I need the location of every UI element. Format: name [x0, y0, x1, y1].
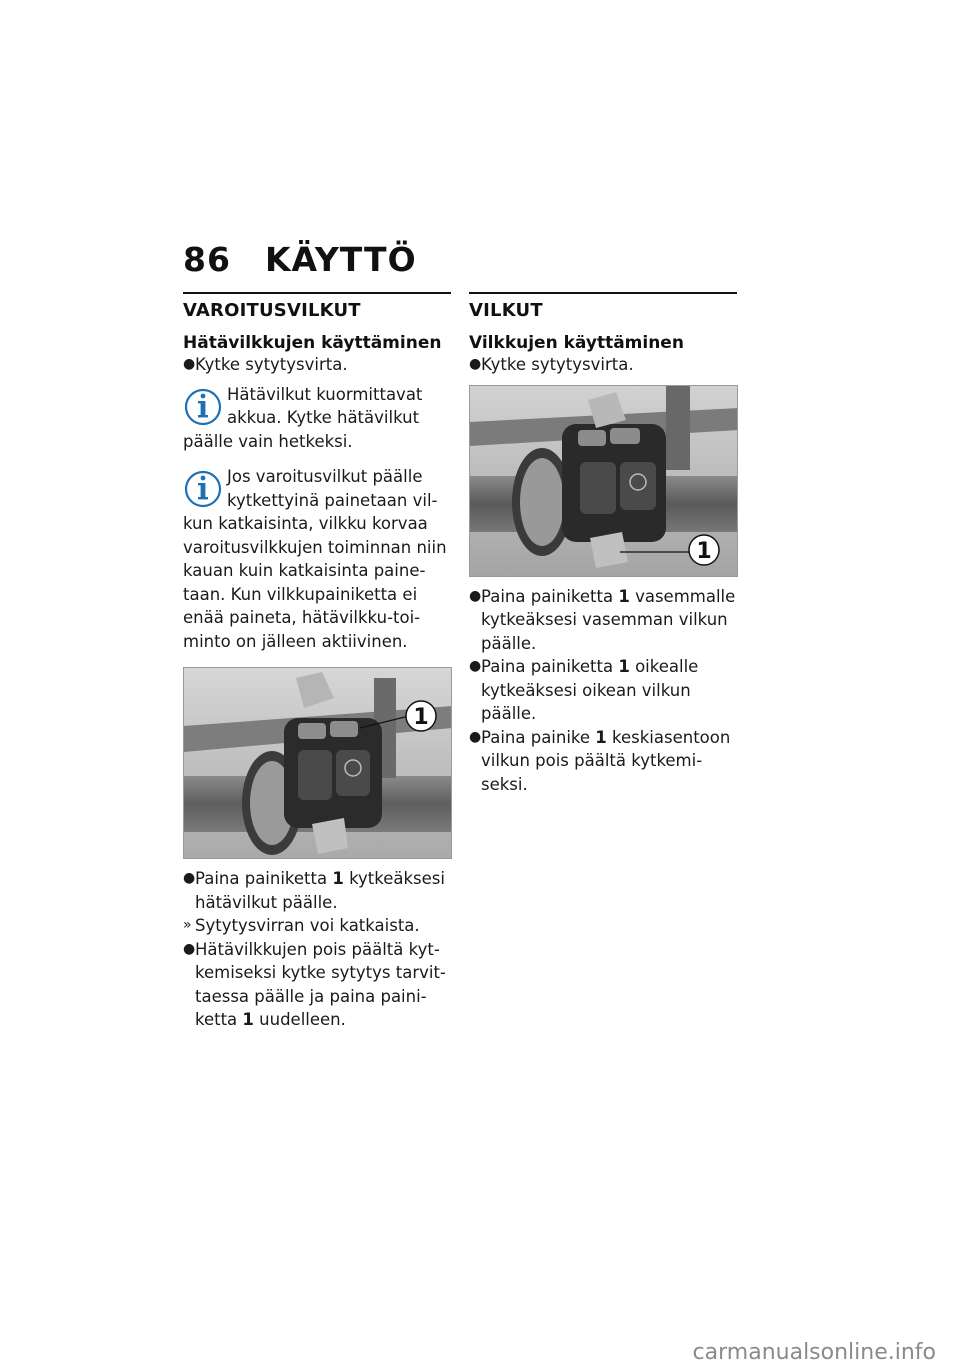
step-text: Paina painiketta 1 oikealle kytkeäksesi oikean vilkun päälle. [481, 657, 699, 723]
page-title: KÄYTTÖ [264, 240, 417, 279]
step-text: Paina painiketta 1 vasemmalle kytkeäksesi vasemman vilkun päälle. [481, 586, 736, 653]
section-title-turn-signals: VILKUT [469, 300, 543, 321]
subsection-title-hazard-lights: Hätävilkkujen käyttäminen [183, 333, 442, 353]
handlebar-switch-photo [469, 385, 738, 577]
page-header [183, 240, 417, 279]
note-text: Jos varoitusvilkut päälle kytkettyinä painetaan vil-kun katkaisinta, vilkku korvaa varoitusvilkkujen toiminnan niin kauan kuin katkaisinta paine-taan. Kun vilkkupainiketta ei enää paineta, hätävilkku-toi-minto on jälleen aktiivinen. [183, 467, 447, 651]
right-column [469, 292, 737, 796]
result-text: Sytytysvirran voi katkaista. [195, 916, 420, 935]
handlebar-switch-photo [183, 667, 452, 859]
note-text: Hätävilkut kuormittavat akkua. Kytke hätävilkut päälle vain hetkeksi. [183, 384, 423, 451]
note-block [183, 383, 451, 454]
step-text: Hätävilkkujen pois päältä kyt-kemiseksi kytke sytytys tarvit-taessa päälle ja paina paini-ketta 1 uudelleen. [195, 939, 446, 1029]
step-text: Kytke sytytysvirta. [195, 355, 348, 374]
list-item [469, 655, 737, 726]
photo-callout-label: 1 [696, 538, 712, 564]
bullet-icon: ● [469, 728, 482, 745]
watermark-link[interactable]: carmanualsonline.info [692, 1340, 936, 1362]
photo-callout-label: 1 [413, 705, 429, 730]
info-icon [183, 465, 223, 511]
left-column [183, 292, 451, 1032]
page-number: 86 [183, 240, 231, 279]
list-item [183, 353, 451, 377]
bullet-icon: ● [469, 658, 482, 674]
bullet-icon: ● [183, 356, 196, 372]
bullet-icon: ● [469, 587, 482, 604]
bullet-icon: ● [469, 356, 482, 372]
section-rule [183, 292, 451, 294]
step-text: Paina painike 1 keskiasentoon vilkun pois päältä kytkemi-seksi. [481, 727, 731, 794]
step-text: Paina painiketta 1 kytkeäksesi hätävilkut päälle. [195, 869, 445, 912]
list-item [469, 726, 737, 797]
subsection-title-turn-signals: Vilkkujen käyttäminen [469, 333, 684, 353]
section-title-warning-lights: VAROITUSVILKUT [183, 300, 361, 321]
list-item-result [183, 914, 451, 938]
list-item [183, 938, 451, 1032]
list-item [183, 867, 451, 914]
section-rule [469, 292, 737, 294]
result-arrow-icon: » [183, 917, 192, 933]
note-block [183, 465, 451, 653]
info-icon [183, 383, 223, 429]
bullet-icon: ● [183, 940, 196, 957]
step-text: Kytke sytytysvirta. [481, 355, 634, 374]
bullet-icon: ● [183, 870, 196, 886]
list-item [469, 585, 737, 656]
list-item [469, 353, 737, 377]
